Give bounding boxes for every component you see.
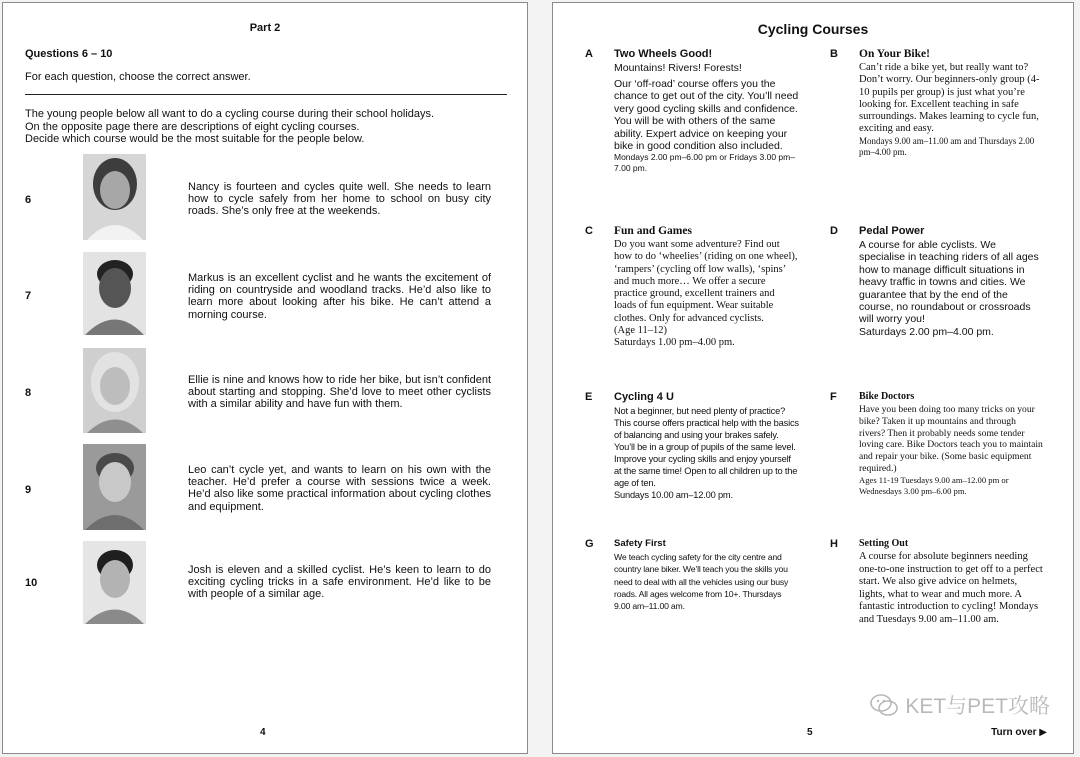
portrait-icon: [83, 154, 146, 240]
portrait-icon: [83, 541, 146, 624]
page-number: 5: [807, 727, 813, 738]
person-photo: [83, 444, 146, 530]
question-number: 8: [25, 387, 32, 399]
person-10: [3, 541, 529, 631]
person-description: Nancy is fourteen and cycles quite well. She needs to learn how to cycle safely from her home to school on busy city roads. She’s only free at the weekends.: [188, 181, 491, 218]
person-photo: [83, 154, 146, 240]
course-letter: H: [830, 538, 838, 550]
divider: [25, 94, 507, 95]
watermark-text: KET与PET攻略: [905, 695, 1050, 718]
person-description: Leo can’t cycle yet, and wants to learn on his own with the teacher. He’d prefer a course with sessions twice a week. He’d also like some practical information about cycling clothes and equipment.: [188, 464, 491, 513]
course-time: Sundays 10.00 am–12.00 pm.: [614, 490, 733, 500]
course-title: Pedal Power: [859, 225, 925, 237]
watermark: [869, 690, 1050, 720]
course-description: Not a beginner, but need plenty of practice? This course offers practical help with the basics of balancing and using your brakes safely. You’ll be in a group of pupils of the same level. Improve your cycling skills and enjoy yourself at the same time! Open to all children up to the age of ten.: [614, 406, 799, 488]
course-description: A course for absolute beginners needing one-to-one instruction to get off to a perfect start. We also give advice on helmets, lights, what to wear and much more. A fantastic introduction to cycling! Mondays and Tuesdays 9.00 am–11.00 am.: [859, 551, 1043, 625]
question-number: 7: [25, 290, 32, 302]
course-description: Have you been doing too many tricks on your bike? Taken it up mountains and through rivers? Then it probably needs some tender loving care. Bike Doctors teach you to maintain and repair your bike. (Some basic equipment required.): [859, 404, 1043, 474]
course-letter: E: [585, 391, 593, 403]
course-letter: G: [585, 538, 594, 550]
course-title: On Your Bike!: [859, 48, 930, 60]
person-8: [3, 348, 529, 438]
person-photo: [83, 541, 146, 624]
person-description: Josh is eleven and a skilled cyclist. He’s keen to learn to do exciting cycling tricks in a safe environment. He’d like to be with people of a similar age.: [188, 564, 491, 601]
course-title: Fun and Games: [614, 225, 692, 237]
course-subtitle: Mountains! Rivers! Forests!: [614, 62, 742, 74]
person-6: [3, 154, 529, 244]
person-description: Ellie is nine and knows how to ride her bike, but isn’t confident about starting and stopping. She’d love to meet other cyclists with a similar ability and have fun with them.: [188, 374, 491, 411]
question-number: 6: [25, 194, 32, 206]
course-time: Saturdays 2.00 pm–4.00 pm.: [859, 325, 994, 338]
course-letter: F: [830, 391, 837, 403]
left-page: [2, 2, 528, 754]
person-photo: [83, 252, 146, 335]
intro-line: Decide which course would be the most suitable for the people below.: [25, 133, 365, 145]
question-number: 10: [25, 577, 38, 589]
portrait-icon: [83, 252, 146, 335]
question-number: 9: [25, 484, 32, 496]
course-letter: A: [585, 48, 593, 60]
course-time: Mondays 2.00 pm–6.00 pm or Fridays 3.00 pm–7.00 pm.: [614, 152, 795, 174]
intro-line: On the opposite page there are descriptions of eight cycling courses.: [25, 120, 360, 133]
course-description: Do you want some adventure? Find out how to do ‘wheelies’ (riding on one wheel), ‘rampers’ (cycling off low walls), ‘spins’ and much more… We offer a secure practice ground, excellent trainers and loads of fun equipment. Wear suitable clothes. Only for advanced cyclists.: [614, 239, 798, 324]
courses-title: Cycling Courses: [757, 21, 869, 37]
course-description: Can’t ride a bike yet, but really want to? Don’t worry. Our beginners-only group (4-10 pupils per group) is just what you’re looking for. Excellent teaching in safe surroundings. Makes learning to cycle fun, exciting and easy.: [859, 62, 1040, 135]
wechat-icon: [869, 692, 899, 718]
person-photo: [83, 348, 146, 433]
course-description: A course for able cyclists. We specialise in teaching riders of all ages how to manage difficult situations in heavy traffic in towns and cities. We guarantee that by the end of the course, no roundabout or crossroads will worry you!: [859, 239, 1039, 326]
intro-line: The young people below all want to do a cycling course during their school holidays.: [25, 108, 435, 120]
course-title: Cycling 4 U: [614, 391, 674, 403]
right-page: [552, 2, 1074, 754]
person-description: Markus is an excellent cyclist and he wants the excitement of riding on countryside and woodland tracks. He’d also like to learn more about looking after his bike. He can’t attend a morning course.: [188, 272, 491, 321]
person-7: [3, 252, 529, 342]
course-time: Ages 11-19 Tuesdays 9.00 am–12.00 pm or Wednesdays 3.00 pm–6.00 pm.: [859, 474, 1009, 497]
course-title: Safety First: [614, 538, 666, 549]
course-age: (Age 11–12): [614, 325, 667, 337]
course-title: Setting Out: [859, 538, 909, 549]
course-time: Mondays 9.00 am–11.00 am and Thursdays 2.00 pm–4.00 pm.: [859, 135, 1035, 157]
turn-over: Turn over ▶: [991, 727, 1047, 738]
page-number: 4: [260, 727, 266, 738]
portrait-icon: [83, 348, 146, 433]
course-title: Two Wheels Good!: [614, 48, 713, 60]
portrait-icon: [83, 444, 146, 530]
course-letter: D: [830, 225, 838, 237]
questions-heading: Questions 6 – 10: [25, 48, 113, 60]
course-description: We teach cycling safety for the city centre and country lane biker. We’ll teach you the skills you need to deal with all the vehicles using our busy roads. All ages welcome from 10+. Thursdays 9.00 am–11.00 am.: [614, 552, 789, 612]
course-letter: B: [830, 48, 838, 60]
instruction: For each question, choose the correct answer.: [25, 71, 251, 83]
course-title: Bike Doctors: [859, 391, 915, 402]
course-time: Saturdays 1.00 pm–4.00 pm.: [614, 337, 735, 349]
course-description: Our ‘off-road’ course offers you the chance to get out of the city. You’ll need very good cycling skills and confidence. You will be with others of the same ability. Expert advice on keeping your bike in good condition also included.: [614, 78, 799, 153]
person-9: [3, 444, 529, 534]
course-letter: C: [585, 225, 593, 237]
part-title: Part 2: [249, 22, 281, 34]
intro-text: [25, 108, 505, 146]
